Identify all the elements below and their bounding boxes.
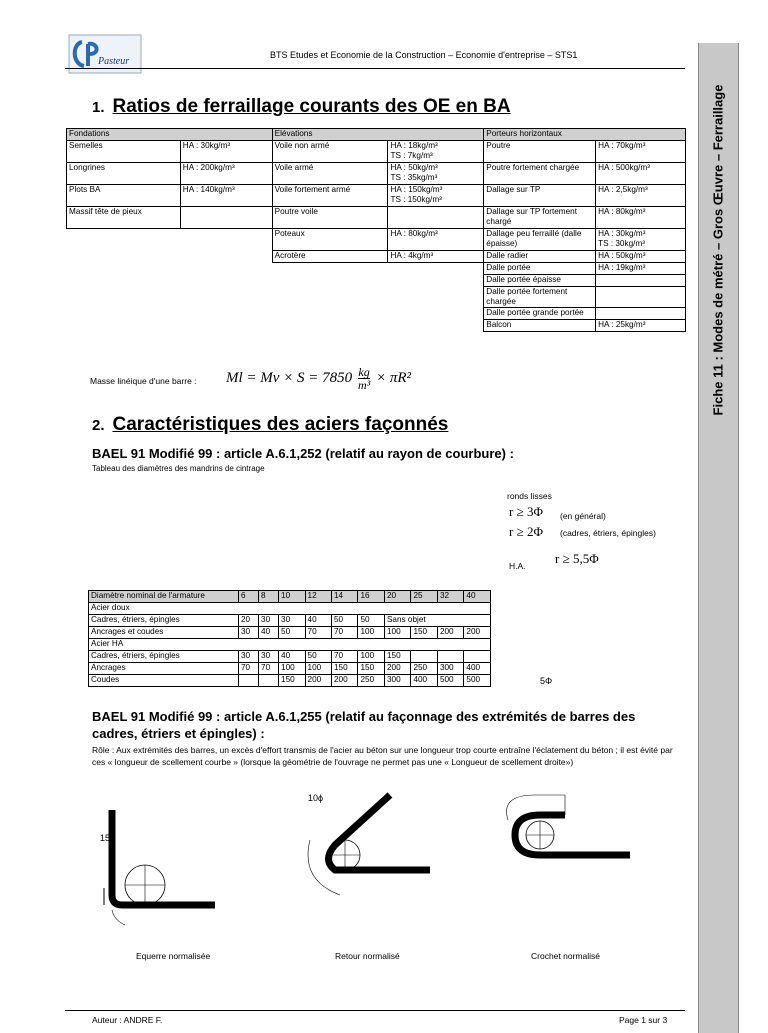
table-row xyxy=(67,229,686,251)
table-cell xyxy=(180,320,272,332)
table-header: 10 xyxy=(279,591,305,603)
rayon-r1: r ≥ 3Φ xyxy=(509,504,543,519)
note-5phi: 5Φ xyxy=(540,676,553,686)
table-cell: 400 xyxy=(411,675,437,687)
table-cell: 100 xyxy=(305,663,331,675)
table-cell: 70 xyxy=(332,627,358,639)
table-cell: Dalle radier xyxy=(484,251,596,263)
table-header: 25 xyxy=(411,591,437,603)
table-group-row xyxy=(89,639,491,651)
table-cell xyxy=(180,229,272,251)
table-cell xyxy=(180,251,272,263)
table-cell xyxy=(180,308,272,320)
table-cell: 400 xyxy=(464,663,491,675)
table-header: Diamètre nominal de l'armature xyxy=(89,591,239,603)
table-cell xyxy=(272,308,388,320)
table-cell: HA : 19kg/m³ xyxy=(596,263,686,275)
table-cell xyxy=(388,287,484,308)
table-header-row xyxy=(67,129,686,141)
table-cell: Ancrages xyxy=(89,663,239,675)
table-cell: 30 xyxy=(239,627,259,639)
header-rule xyxy=(65,68,685,69)
table-row xyxy=(67,275,686,287)
table-cell xyxy=(67,251,181,263)
table-header: Fondations xyxy=(67,129,273,141)
table-row xyxy=(89,615,491,627)
table-cell: Coudes xyxy=(89,675,239,687)
table-cell: HA : 150kg/m³ TS : 150kg/m³ xyxy=(388,185,484,207)
table-cell: 70 xyxy=(305,627,331,639)
table-cell: 300 xyxy=(437,663,463,675)
table-cell: 200 xyxy=(437,627,463,639)
logo-text: Pasteur xyxy=(98,56,130,67)
table-cell xyxy=(437,651,463,663)
table-cell xyxy=(239,675,259,687)
table-cell: HA : 2,5kg/m³ xyxy=(596,185,686,207)
table-cell: HA : 30kg/m³ TS : 30kg/m³ xyxy=(596,229,686,251)
table-cell: 30 xyxy=(259,651,279,663)
table-cell: Poteaux xyxy=(272,229,388,251)
table-cell xyxy=(67,320,181,332)
table-row xyxy=(89,675,491,687)
figure-crochet xyxy=(490,790,640,900)
rayon-r2-note: (cadres, étriers, épingles) xyxy=(560,528,656,538)
masse-label: Masse linéique d'une barre : xyxy=(90,376,197,386)
table-cell: Voile non armé xyxy=(272,141,388,163)
table-cell: Dallage sur TP xyxy=(484,185,596,207)
table-cell: HA : 18kg/m³ TS : 7kg/m³ xyxy=(388,141,484,163)
masse-formula: Ml = Mv × S = 7850 $\frac{kg}{\text{m³}}$ × πR² xyxy=(226,365,411,392)
table-cell xyxy=(67,287,181,308)
table-cell: 30 xyxy=(259,615,279,627)
table-cell: 150 xyxy=(358,663,384,675)
table-row xyxy=(89,627,491,639)
section2-heading: 2. Caractéristiques des aciers façonnés xyxy=(92,414,449,435)
table-row xyxy=(67,320,686,332)
table-row xyxy=(89,663,491,675)
table-cell: Poutre xyxy=(484,141,596,163)
table-cell: Dalle portée épaisse xyxy=(484,275,596,287)
table-cell xyxy=(259,675,279,687)
table-cell: 30 xyxy=(279,615,305,627)
table-cell: 100 xyxy=(384,627,410,639)
table-cell xyxy=(180,263,272,275)
table-cell xyxy=(67,308,181,320)
table-cell: HA : 200kg/m³ xyxy=(180,163,272,185)
header-title: BTS Etudes et Economie de la Construction – Economie d'entreprise – STS1 xyxy=(270,50,578,60)
rayon-r2: r ≥ 2Φ xyxy=(509,524,543,539)
table-cell: 100 xyxy=(358,651,384,663)
table-cell xyxy=(180,207,272,229)
footer-rule xyxy=(65,1010,685,1011)
table-cell xyxy=(596,287,686,308)
table-cell: HA : 500kg/m³ xyxy=(596,163,686,185)
table-cell: 70 xyxy=(239,663,259,675)
table-cell: Cadres, étriers, épingles xyxy=(89,651,239,663)
table-cell: Massif tête de pieux xyxy=(67,207,181,229)
equerre-label: Equerre normalisée xyxy=(136,951,211,961)
equerre-dim: 15ϕ xyxy=(100,833,116,843)
retour-label: Retour normalisé xyxy=(335,951,400,961)
table-cell xyxy=(180,287,272,308)
table-header: 6 xyxy=(239,591,259,603)
table-cell: 40 xyxy=(279,651,305,663)
table-cell: 50 xyxy=(279,627,305,639)
table-cell: 40 xyxy=(305,615,331,627)
table-cell xyxy=(272,263,388,275)
table-cell xyxy=(596,275,686,287)
table-cell: Semelles xyxy=(67,141,181,163)
table-cell: HA : 4kg/m³ xyxy=(388,251,484,263)
table-cell xyxy=(272,287,388,308)
table-cell xyxy=(272,275,388,287)
table-cell: Balcon xyxy=(484,320,596,332)
table-cell xyxy=(388,275,484,287)
table-cell: 70 xyxy=(259,663,279,675)
table-cell: Longrines xyxy=(67,163,181,185)
table-cell: Cadres, étriers, épingles xyxy=(89,615,239,627)
table-header-row xyxy=(89,591,491,603)
bael1-subtitle: Tableau des diamètres des mandrins de cintrage xyxy=(92,464,265,473)
table-cell xyxy=(464,651,491,663)
ronds-lisses-label: ronds lisses xyxy=(507,491,552,501)
ha-label: H.A. xyxy=(509,561,526,571)
table-cell: 30 xyxy=(239,651,259,663)
table-cell: 100 xyxy=(358,627,384,639)
table-row xyxy=(67,308,686,320)
table-cell: Plots BA xyxy=(67,185,181,207)
retour-dim: 10ϕ xyxy=(308,793,324,803)
table-cell: HA : 50kg/m³ TS : 35kg/m³ xyxy=(388,163,484,185)
table-group-label: Acier doux xyxy=(89,603,491,615)
table-header: 8 xyxy=(259,591,279,603)
table-cell: 50 xyxy=(358,615,384,627)
table-cell: Dalle portée grande portée xyxy=(484,308,596,320)
table-cell: Acrotère xyxy=(272,251,388,263)
figure-equerre xyxy=(100,795,220,935)
table-cell: 50 xyxy=(332,615,358,627)
table-cell: Poutre voile xyxy=(272,207,388,229)
table-cell: 500 xyxy=(464,675,491,687)
table-cell: Poutre fortement chargée xyxy=(484,163,596,185)
rayon-r3: r ≥ 5,5Φ xyxy=(555,551,599,566)
bael2-title: BAEL 91 Modifié 99 : article A.6.1,255 (relatif au façonnage des extrémités de barres des cadres, étriers et épingles) : xyxy=(92,709,636,741)
table-cell: HA : 30kg/m³ xyxy=(180,141,272,163)
table-cell xyxy=(67,229,181,251)
table-cell: Dallage peu ferraillé (dalle épaisse) xyxy=(484,229,596,251)
table-row xyxy=(67,207,686,229)
table-cell: HA : 80kg/m³ xyxy=(596,207,686,229)
table-cell xyxy=(388,263,484,275)
footer-page: Page 1 sur 3 xyxy=(619,1015,668,1025)
section1-heading: 1. Ratios de ferraillage courants des OE en BA xyxy=(92,96,511,117)
table-group-row xyxy=(89,603,491,615)
table-cell: Voile fortement armé xyxy=(272,185,388,207)
ratios-table xyxy=(66,128,686,332)
table-cell xyxy=(67,275,181,287)
table-cell: HA : 50kg/m³ xyxy=(596,251,686,263)
table-cell: HA : 25kg/m³ xyxy=(596,320,686,332)
table-cell: 50 xyxy=(305,651,331,663)
table-cell: 70 xyxy=(332,651,358,663)
table-header: 12 xyxy=(305,591,331,603)
table-cell: 250 xyxy=(411,663,437,675)
table-cell: 150 xyxy=(279,675,305,687)
table-row xyxy=(89,651,491,663)
figure-retour xyxy=(290,790,440,910)
table-cell: HA : 140kg/m³ xyxy=(180,185,272,207)
table-cell: 150 xyxy=(332,663,358,675)
table-cell: Sans objet xyxy=(384,615,490,627)
table-header: Elévations xyxy=(272,129,484,141)
table-header: 14 xyxy=(332,591,358,603)
table-header: 16 xyxy=(358,591,384,603)
table-cell: 200 xyxy=(464,627,491,639)
table-row xyxy=(67,163,686,185)
table-cell: 150 xyxy=(384,651,410,663)
table-cell: 100 xyxy=(279,663,305,675)
table-cell: 200 xyxy=(384,663,410,675)
table-row xyxy=(67,141,686,163)
table-cell: HA : 70kg/m³ xyxy=(596,141,686,163)
bael2-text: Rôle : Aux extrémités des barres, un excès d'effort transmis de l'acier au béton sur une longueur trop courte entraîne l'éclatement du béton ; il est évité par ces « longueur de scellement courbe » (lorsque la géométrie de l'ouvrage ne permet pas une « Longueur de scellement droite») xyxy=(92,745,673,767)
table-cell: Voile armé xyxy=(272,163,388,185)
table-cell: 20 xyxy=(239,615,259,627)
table-header: 20 xyxy=(384,591,410,603)
table-cell xyxy=(388,207,484,229)
table-cell xyxy=(388,308,484,320)
rayon-r1-note: (en général) xyxy=(560,511,606,521)
table-cell: HA : 80kg/m³ xyxy=(388,229,484,251)
table-group-label: Acier HA xyxy=(89,639,491,651)
table-header: 40 xyxy=(464,591,491,603)
table-cell: Dallage sur TP fortement chargé xyxy=(484,207,596,229)
table-cell: 40 xyxy=(259,627,279,639)
table-row xyxy=(67,287,686,308)
footer-author: Auteur : ANDRE F. xyxy=(92,1015,163,1025)
table-cell: Dalle portée fortement chargée xyxy=(484,287,596,308)
table-cell xyxy=(272,320,388,332)
table-cell: 500 xyxy=(437,675,463,687)
table-cell: Ancrages et coudes xyxy=(89,627,239,639)
table-header: 32 xyxy=(437,591,463,603)
table-cell xyxy=(596,308,686,320)
crochet-label: Crochet normalisé xyxy=(531,951,600,961)
table-row xyxy=(67,263,686,275)
bael1-title: BAEL 91 Modifié 99 : article A.6.1,252 (relatif au rayon de courbure) : xyxy=(92,446,514,461)
sidebar-title: Fiche 11 : Modes de métré – Gros Œuvre – Ferraillage xyxy=(710,84,726,416)
mandrin-table xyxy=(88,590,491,687)
table-cell: 150 xyxy=(411,627,437,639)
table-cell: 200 xyxy=(305,675,331,687)
table-header: Porteurs horizontaux xyxy=(484,129,686,141)
table-row xyxy=(67,185,686,207)
table-row xyxy=(67,251,686,263)
table-cell: Dalle portée xyxy=(484,263,596,275)
table-cell xyxy=(67,263,181,275)
table-cell xyxy=(411,651,437,663)
table-cell: 200 xyxy=(332,675,358,687)
table-cell xyxy=(180,275,272,287)
table-cell: 300 xyxy=(384,675,410,687)
table-cell xyxy=(388,320,484,332)
table-cell: 250 xyxy=(358,675,384,687)
